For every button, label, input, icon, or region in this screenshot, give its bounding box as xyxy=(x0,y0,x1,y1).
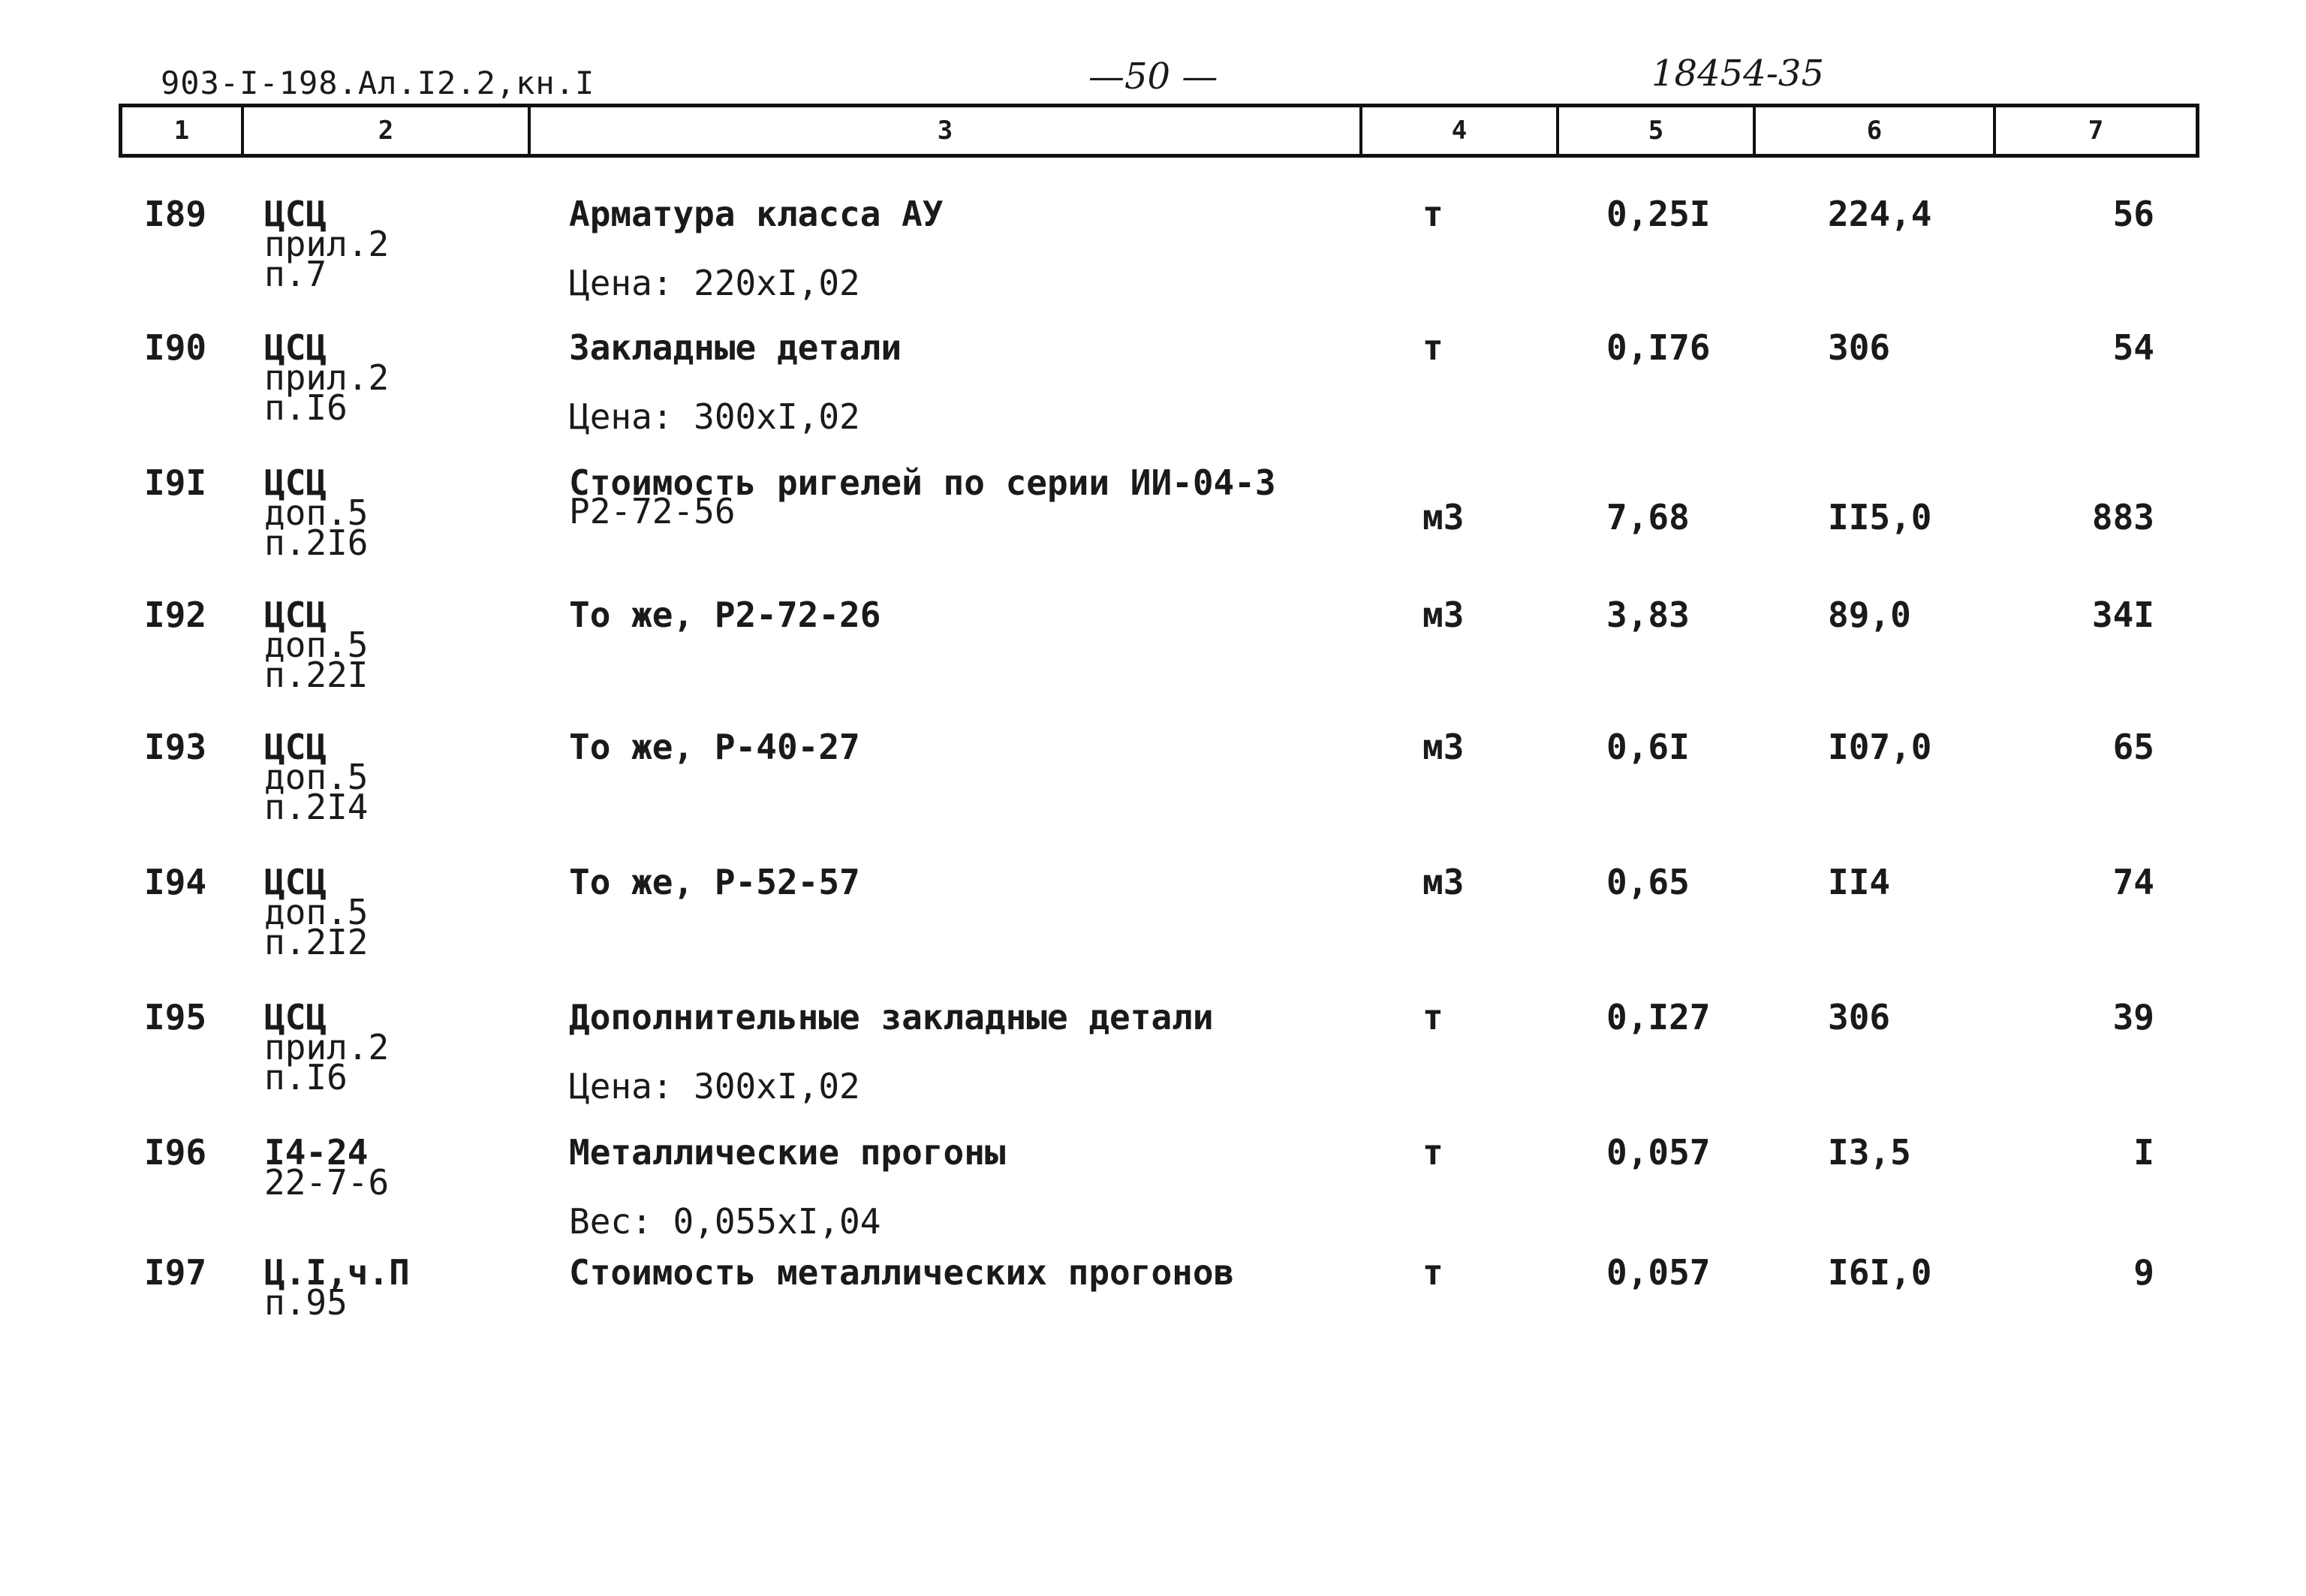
price-reference-line: I4-24 xyxy=(264,1132,369,1173)
price-reference xyxy=(264,1252,410,1323)
row-number: I92 xyxy=(144,595,207,635)
total-cost: 74 xyxy=(2112,862,2154,902)
total-cost: 65 xyxy=(2112,727,2154,767)
price-reference xyxy=(264,862,369,962)
work-description xyxy=(569,727,860,767)
price-reference-line: прил.2 xyxy=(264,357,390,398)
work-description xyxy=(569,1252,1235,1293)
price-reference-line: ЦСЦ xyxy=(264,997,327,1037)
price-reference-line: прил.2 xyxy=(264,1027,390,1068)
total-cost: 39 xyxy=(2112,997,2154,1037)
price-reference-line: доп.5 xyxy=(264,492,369,533)
price-reference-line: п.I6 xyxy=(264,387,348,428)
row-number: I9I xyxy=(144,462,207,503)
price-reference xyxy=(264,997,390,1098)
quantity: 0,I76 xyxy=(1606,327,1711,368)
row-number: I89 xyxy=(144,194,207,234)
column-header-7: 7 xyxy=(2088,116,2104,146)
price-formula: Цена: 300xI,02 xyxy=(569,396,860,437)
unit-of-measure: м3 xyxy=(1422,727,1465,767)
description-text: То же, Р-40-27 xyxy=(569,727,860,767)
unit-price: II5,0 xyxy=(1828,497,1932,538)
description-text: Стоимость ригелей по серии ИИ-04-3 xyxy=(569,462,1276,503)
column-header-4: 4 xyxy=(1362,107,1559,154)
work-description xyxy=(569,462,1276,531)
quantity: 0,I27 xyxy=(1606,997,1711,1037)
quantity: 0,65 xyxy=(1606,862,1690,902)
price-reference-line: п.22I xyxy=(264,655,369,695)
unit-of-measure: м3 xyxy=(1422,862,1465,902)
unit-price: 224,4 xyxy=(1828,194,1932,234)
unit-price: I3,5 xyxy=(1828,1132,1911,1173)
work-description xyxy=(569,327,902,437)
total-cost: 56 xyxy=(2112,194,2154,234)
price-reference xyxy=(264,727,369,827)
column-header-5: 5 xyxy=(1559,107,1756,154)
total-cost: 9 xyxy=(2133,1252,2154,1293)
price-reference-line: п.2I2 xyxy=(264,922,369,962)
price-reference xyxy=(264,327,390,428)
price-reference xyxy=(264,194,390,294)
price-reference xyxy=(264,462,369,563)
unit-of-measure: т xyxy=(1422,1252,1444,1293)
work-description xyxy=(569,997,1214,1107)
price-reference-line: доп.5 xyxy=(264,625,369,665)
column-header-2: 2 xyxy=(244,107,531,154)
description-text: Арматура класса АУ xyxy=(569,194,944,234)
row-number: I93 xyxy=(144,727,207,767)
description-text: Стоимость металлических прогонов xyxy=(569,1252,1235,1293)
unit-of-measure: м3 xyxy=(1422,497,1465,538)
work-description xyxy=(569,862,860,902)
column-header-row xyxy=(119,104,2199,158)
description-text: Металлические прогоны xyxy=(569,1132,1006,1173)
description-text: Дополнительные закладные детали xyxy=(569,997,1214,1037)
work-description xyxy=(569,595,881,635)
unit-price: I07,0 xyxy=(1828,727,1932,767)
price-reference-line: ЦСЦ xyxy=(264,727,327,767)
row-number: I96 xyxy=(144,1132,207,1173)
price-reference-line: п.7 xyxy=(264,254,327,294)
row-number: I90 xyxy=(144,327,207,368)
price-reference-line: доп.5 xyxy=(264,757,369,797)
price-reference-line: прил.2 xyxy=(264,224,390,264)
archive-number: 18454-35 xyxy=(1651,53,1824,95)
price-reference-line: Ц.I,ч.П xyxy=(264,1252,410,1293)
description-text: Закладные детали xyxy=(569,327,902,368)
quantity: 0,25I xyxy=(1606,194,1711,234)
total-cost: I xyxy=(2133,1132,2154,1173)
page-number: —50 — xyxy=(1088,56,1218,98)
unit-of-measure: т xyxy=(1422,194,1444,234)
price-reference-line: ЦСЦ xyxy=(264,462,327,503)
row-number: I94 xyxy=(144,862,207,902)
quantity: 3,83 xyxy=(1606,595,1690,635)
price-reference-line: п.2I6 xyxy=(264,522,369,563)
price-reference-line: ЦСЦ xyxy=(264,862,327,902)
price-reference xyxy=(264,595,369,695)
quantity: 0,057 xyxy=(1606,1252,1711,1293)
price-reference-line: ЦСЦ xyxy=(264,327,327,368)
price-reference-line: доп.5 xyxy=(264,892,369,932)
unit-price: 306 xyxy=(1828,327,1891,368)
column-header-6: 6 xyxy=(1756,107,1996,154)
description-text: То же, Р-52-57 xyxy=(569,862,860,902)
quantity: 7,68 xyxy=(1606,497,1690,538)
total-cost: 54 xyxy=(2112,327,2154,368)
description-continuation: Р2-72-56 xyxy=(569,491,736,531)
unit-of-measure: м3 xyxy=(1422,595,1465,635)
price-formula: Цена: 220xI,02 xyxy=(569,263,860,303)
unit-of-measure: т xyxy=(1422,997,1444,1037)
work-description xyxy=(569,194,944,303)
price-reference-line: 22-7-6 xyxy=(264,1162,390,1203)
unit-price: 306 xyxy=(1828,997,1891,1037)
price-reference-line: ЦСЦ xyxy=(264,595,327,635)
work-description xyxy=(569,1132,1006,1242)
column-header-3: 3 xyxy=(531,107,1362,154)
column-header-1: 1 xyxy=(122,107,244,154)
price-reference-line: п.95 xyxy=(264,1282,348,1323)
price-reference-line: ЦСЦ xyxy=(264,194,327,234)
total-cost: 34I xyxy=(2091,595,2154,635)
total-cost: 883 xyxy=(2091,497,2154,538)
price-reference-line: п.2I4 xyxy=(264,787,369,827)
document-code: 903-I-198.Ал.I2.2,кн.I xyxy=(161,65,595,101)
row-number: I97 xyxy=(144,1252,207,1293)
description-text: То же, Р2-72-26 xyxy=(569,595,881,635)
unit-of-measure: т xyxy=(1422,1132,1444,1173)
row-number: I95 xyxy=(144,997,207,1037)
quantity: 0,6I xyxy=(1606,727,1690,767)
price-reference-line: п.I6 xyxy=(264,1057,348,1098)
quantity: 0,057 xyxy=(1606,1132,1711,1173)
unit-price: 89,0 xyxy=(1828,595,1911,635)
unit-of-measure: т xyxy=(1422,327,1444,368)
unit-price: II4 xyxy=(1828,862,1891,902)
price-formula: Вес: 0,055xI,04 xyxy=(569,1201,881,1242)
price-reference xyxy=(264,1132,390,1203)
unit-price: I6I,0 xyxy=(1828,1252,1932,1293)
price-formula: Цена: 300xI,02 xyxy=(569,1066,860,1107)
